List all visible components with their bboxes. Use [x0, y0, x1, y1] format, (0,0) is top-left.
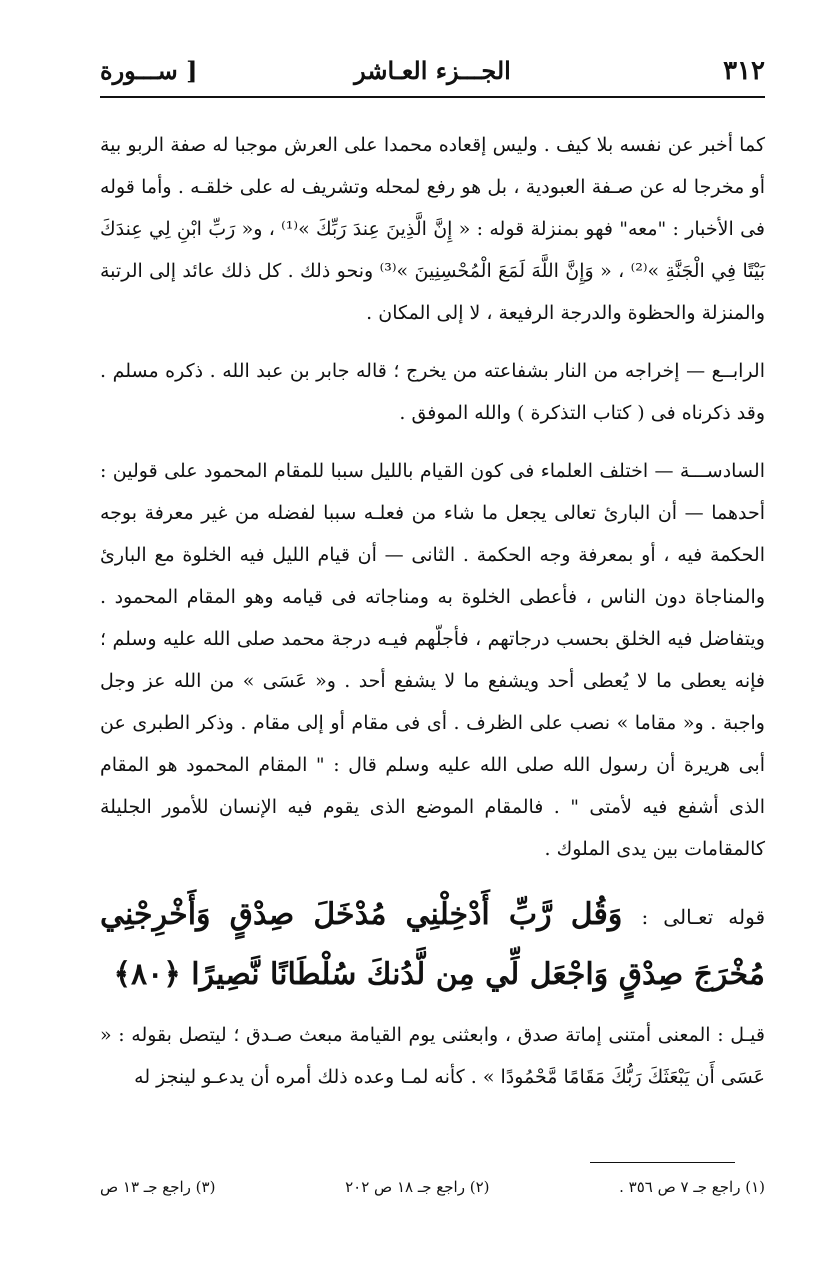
- page-header: [100, 52, 765, 98]
- quran-verse: [100, 886, 765, 1004]
- footnote-1: (١) راجع جـ ٧ ص ٣٥٦ .: [619, 1178, 765, 1196]
- paragraph-1: كما أخبر عن نفسه بلا كيف . وليس إقعاده محمدا على العرش موجبا له صفة الربو بية أو مخرجا له عن صـفة العبودية ، بل هو رفع لمحله وتشريف له على خلقـه . وأما قوله فى الأخبار : "معه" فهو بمنزلة قوله : « إِنَّ الَّذِينَ عِندَ رَبِّكَ »⁽¹⁾ ، و« رَبِّ ابْنِ لِي عِندَكَ بَيْتًا فِي الْجَنَّةِ »⁽²⁾ ، « وَإِنَّ اللَّهَ لَمَعَ الْمُحْسِنِينَ »⁽³⁾ ونحو ذلك . كل ذلك عائد إلى الرتبة والمنزلة والحظوة والدرجة الرفيعة ، لا إلى المكان .: [100, 134, 766, 324]
- surah-label: [ ســـورة: [100, 56, 198, 85]
- verse-lead: قوله تعـالى :: [641, 905, 765, 929]
- footnote-divider: [590, 1162, 735, 1163]
- footnote-3: (٣) راجع جـ ١٣ ص: [100, 1178, 216, 1196]
- paragraph-3: السادســـة — اختلف العلماء فى كون القيام بالليل سببا للمقام المحمود على قولين : أحدهما — أن البارئ تعالى يجعل ما شاء من فعلـه سببا لفضله من غير معرفة بوجه الحكمة فيه ، أو بمعرفة وجه الحكمة . الثانى — أن قيام الليل فيه الخلوة مع البارئ والمناجاة دون الناس ، فأعطى الخلوة به ومناجاته فى قيامه وهو المقام المحمود . ويتفاضل فيه الخلق بحسب درجاتهم ، فأجلّهم فيـه درجة محمد صلى الله عليه وسلم ؛ فإنه يعطى ما لا يُعطى أحد ويشفع ما لا يشفع أحد . و« عَسَى » من الله عز وجل واجبة . و« مقاما » نصب على الظرف . أى فى مقام أو إلى مقام . وذكر الطبرى عن أبى هريرة أن رسول الله صلى الله عليه وسلم قال : " المقام المحمود هو المقام الذى أشفع فيه لأمتى " . فالمقام الموضع الذى يقوم فيه الإنسان للأمور الجليلة كالمقامات بين يدى الملوك .: [100, 460, 765, 860]
- verse-text: وَقُل رَّبِّ أَدْخِلْنِي مُدْخَلَ صِدْقٍ وَأَخْرِجْنِي مُخْرَجَ صِدْقٍ وَاجْعَل لِّي مِن لَّدُنكَ سُلْطَانًا نَّصِيرًا ﴿٨٠﴾: [100, 897, 765, 992]
- footnote-2: (٢) راجع جـ ١٨ ص ٢٠٢: [345, 1178, 490, 1196]
- page-body: [100, 124, 765, 1114]
- paragraph-2: الرابــع — إخراجه من النار بشفاعته من يخرج ؛ قاله جابر بن عبد الله . ذكره مسلم . وقد ذكرناه فى ( كتاب التذكرة ) والله الموفق .: [100, 360, 765, 424]
- page-number: ٣١٢: [723, 56, 765, 86]
- part-title: الجـــزء العـاشر: [354, 56, 511, 85]
- paragraph-4: قيـل : المعنى أمتنى إماتة صدق ، وابعثنى يوم القيامة مبعث صـدق ؛ ليتصل بقوله : « عَسَى أَن يَبْعَثَكَ رَبُّكَ مَقَامًا مَّحْمُودًا » . كأنه لمـا وعده ذلك أمره أن يدعـو لينجز له: [100, 1024, 765, 1088]
- footnotes: [100, 1178, 765, 1196]
